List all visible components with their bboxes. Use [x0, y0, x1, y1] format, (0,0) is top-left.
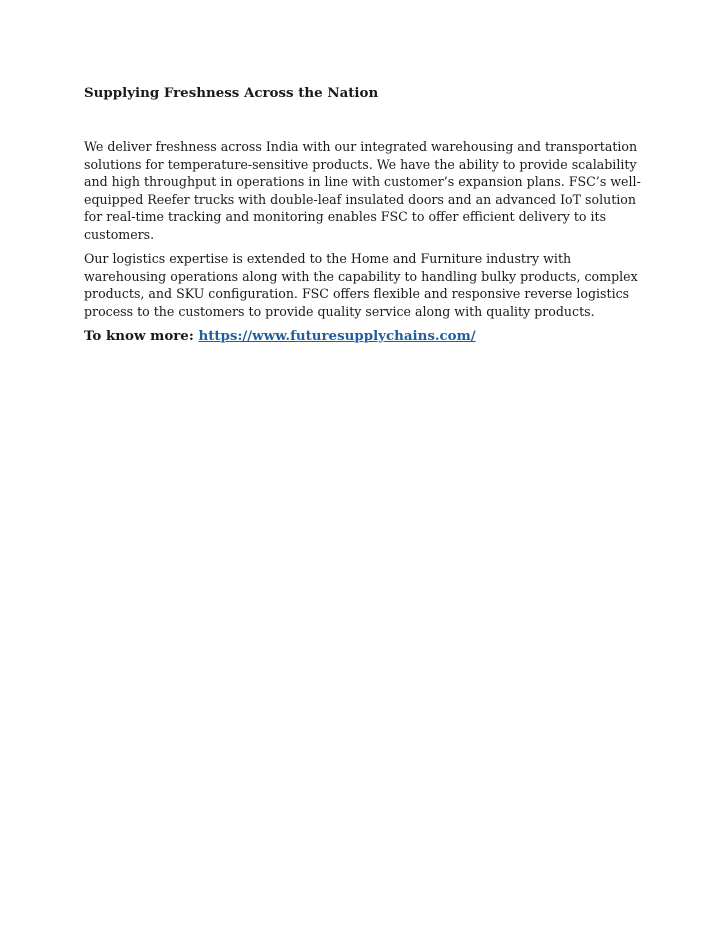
- paragraph-logistics: Our logistics expertise is extended to the Home and Furniture industry with warehousing operations along with the capability to handling bulky products, complex products, and SKU configuration. FSC offers flexible and responsive reverse logistics process to the customers to provide quality service along with quality products.: [84, 251, 638, 319]
- document-title: Supplying Freshness Across the Nation: [84, 85, 379, 101]
- know-more-line: [84, 327, 644, 345]
- website-link[interactable]: https://www.futuresupplychains.com/: [198, 328, 476, 344]
- document-body: [84, 84, 644, 345]
- paragraph-intro: We deliver freshness across India with our integrated warehousing and transportation solutions for temperature-sensitive products. We have the ability to provide scalability and high throughput in operations in line with customer’s expansion plans. FSC’s well-equipped Reefer trucks with double-leaf insulated doors and an advanced IoT solution for real-time tracking and monitoring enables FSC to offer efficient delivery to its customers.: [84, 139, 641, 242]
- know-more-label: To know more:: [84, 328, 194, 344]
